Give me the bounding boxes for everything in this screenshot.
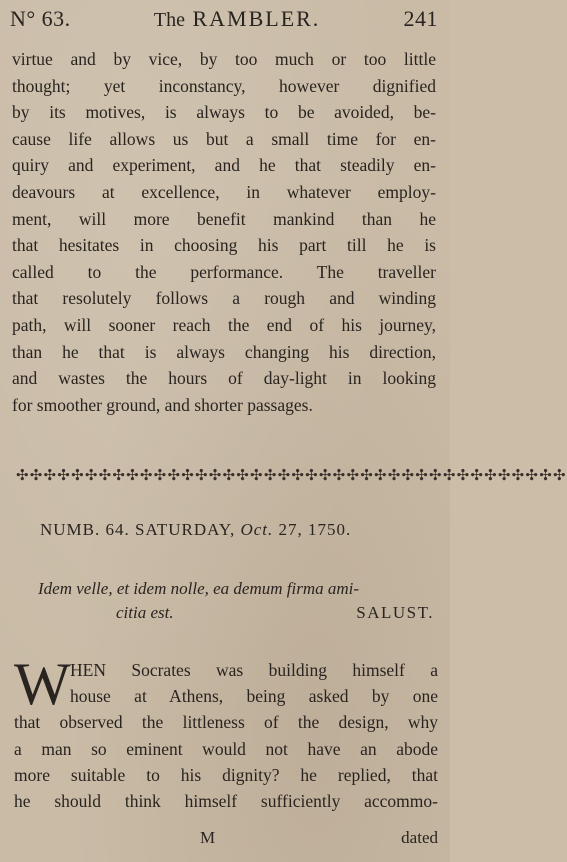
text-line: HEN Socrates was building himself a (70, 660, 438, 680)
text-line: thought; yet inconstancy, however dignified (12, 75, 436, 96)
text-line: cause life allows us but a small time for en- (12, 128, 436, 149)
issue-label: N° 63. (10, 6, 71, 31)
text-line: more suitable to his dignity? he replied, that (14, 764, 438, 785)
text-line: that observed the littleness of the design, why (14, 712, 438, 733)
motto-line: citia est. (116, 603, 174, 622)
date-rest: 27, 1750. (278, 520, 352, 539)
date-month: Oct. (240, 520, 274, 539)
catchword: dated (401, 828, 438, 847)
motto-attribution: SALUST. (356, 603, 434, 622)
text-line: called to the performance. The traveller (12, 261, 436, 282)
page-number: 241 (403, 6, 438, 31)
text-line: by its motives, is always to be avoided, be- (12, 102, 436, 123)
text-line: house at Athens, being asked by one (70, 686, 438, 707)
text-line: path, will sooner reach the end of his journey, (12, 314, 436, 335)
motto-line: Idem velle, et idem nolle, ea demum firma ami- (38, 579, 360, 598)
motto (38, 577, 438, 625)
text-line: that resolutely follows a rough and winding (12, 288, 436, 309)
text-line: than he that is always changing his direction, (12, 341, 436, 362)
text-line: ment, will more benefit mankind than he (12, 208, 436, 229)
text-line: and wastes the hours of day-light in looking (12, 368, 436, 389)
signature-mark: M (200, 828, 216, 847)
text-line: that hesitates in choosing his part till he is (12, 235, 436, 256)
running-head (10, 6, 438, 38)
text-line: virtue and by vice, by too much or too little (12, 49, 436, 69)
number-heading (40, 520, 440, 540)
number-label: NUMB. 64. (40, 520, 130, 539)
prose-block (12, 46, 436, 418)
text-line: he should think himself sufficiently accommo- (14, 790, 438, 811)
text-line: a man so eminent would not have an abode (14, 738, 438, 759)
drop-cap: W (14, 651, 71, 717)
page-footer (200, 828, 438, 848)
running-title: The RAMBLER. (153, 6, 321, 31)
ornament-rule: ✣✣✣✣✣✣✣✣✣✣✣✣✣✣✣✣✣✣✣✣✣✣✣✣✣✣✣✣✣✣✣✣✣✣✣✣✣✣✣✣ (16, 466, 567, 484)
text-line: for smoother ground, and shorter passages. (12, 394, 313, 415)
day-label: SATURDAY, (135, 520, 236, 539)
text-line: quiry and experiment, and he that steadily en- (12, 155, 436, 176)
text-line: deavours at excellence, in whatever employ- (12, 181, 436, 202)
essay-opening (14, 651, 438, 814)
